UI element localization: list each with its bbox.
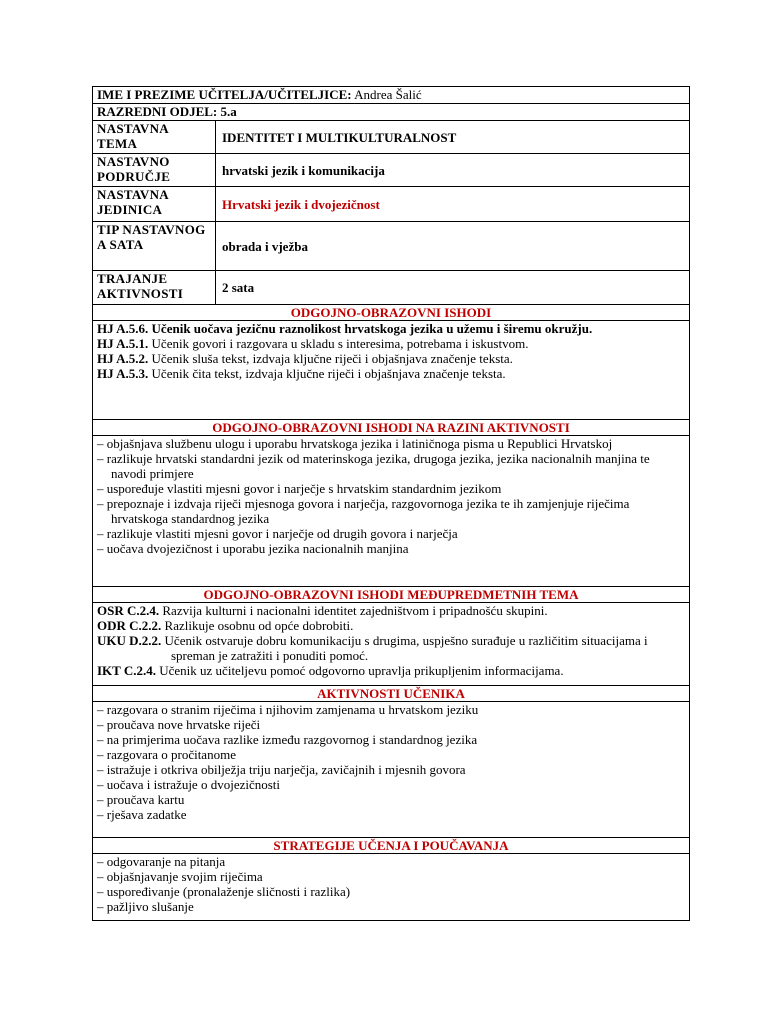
cross-curricular-row xyxy=(93,603,690,686)
field-row-podrucje xyxy=(93,154,690,187)
outcome-item xyxy=(97,351,685,366)
outcome-code: ODR C.2.2. xyxy=(97,618,162,633)
outcome-text: Učenik uočava jezičnu raznolikost hrvatskoga jezika u užemu i širemu okružju. xyxy=(151,321,593,336)
strategies-row xyxy=(93,854,690,921)
section-header-activity-outcomes xyxy=(93,420,690,436)
outcome-code: UKU D.2.2. xyxy=(97,633,162,648)
list-item: – objašnjavanje svojim riječima xyxy=(97,869,263,884)
outcome-code: HJ A.5.1. xyxy=(97,336,149,351)
list-item: – razlikuje vlastiti mjesni govor i narječje od drugih govora i narječja xyxy=(97,526,458,541)
field-row-tema xyxy=(93,121,690,154)
main-outcome xyxy=(97,321,685,336)
outcome-code: OSR C.2.4. xyxy=(97,603,160,618)
class-value: 5.a xyxy=(220,104,237,119)
outcomes-row xyxy=(93,321,690,420)
section-title: ODGOJNO-OBRAZOVNI ISHODI NA RAZINI AKTIVNOSTI xyxy=(93,420,690,436)
teacher-row xyxy=(93,87,690,104)
section-header-cross-curricular xyxy=(93,587,690,603)
class-label: RAZREDNI ODJEL: xyxy=(97,104,218,119)
outcome-code: HJ A.5.3. xyxy=(97,366,149,381)
outcome-item xyxy=(97,633,685,663)
field-row-trajanje xyxy=(93,271,690,305)
outcome-item xyxy=(97,663,685,678)
list-item: – prepoznaje i izdvaja riječi mjesnoga govora i narječja, razgovornoga jezika te ih zamjenjuje riječima hrvatskoga standardnog jezika xyxy=(97,496,630,526)
field-label: TRAJANJE AKTIVNOSTI xyxy=(93,271,216,305)
list-item: – uspoređuje vlastiti mjesni govor i narječje s hrvatskim standardnim jezikom xyxy=(97,481,502,496)
list-item: – uočava dvojezičnost i uporabu jezika nacionalnih manjina xyxy=(97,541,409,556)
outcome-code: IKT C.2.4. xyxy=(97,663,156,678)
list-item: – uočava i istražuje o dvojezičnosti xyxy=(97,777,281,792)
activity-outcomes-row xyxy=(93,436,690,587)
outcome-text: Učenik govori i razgovara u skladu s interesima, potrebama i iskustvom. xyxy=(151,336,529,351)
field-value: IDENTITET I MULTIKULTURALNOST xyxy=(216,121,690,154)
section-header-strategies xyxy=(93,838,690,854)
section-header-outcomes xyxy=(93,305,690,321)
outcome-text: Učenik uz učiteljevu pomoć odgovorno upravlja prikupljenim informacijama. xyxy=(159,663,564,678)
list-item: – rješava zadatke xyxy=(97,807,187,822)
outcome-text: Učenik ostvaruje dobru komunikaciju s drugima, uspješno surađuje u različitim situacijama i spreman je zatražiti i ponuditi pomoć. xyxy=(164,633,648,663)
lesson-plan xyxy=(92,86,689,921)
list-item: – pažljivo slušanje xyxy=(97,899,194,914)
lesson-plan-table xyxy=(92,86,690,921)
list-item: – uspoređivanje (pronalaženje sličnosti i razlika) xyxy=(97,884,351,899)
list-item: – razgovara o pročitanome xyxy=(97,747,236,762)
teacher-name: Andrea Šalić xyxy=(354,87,422,102)
list-item: – proučava kartu xyxy=(97,792,185,807)
teacher-label: IME I PREZIME UČITELJA/UČITELJICE: xyxy=(97,87,352,102)
section-header-student-activities xyxy=(93,686,690,702)
list-item: – proučava nove hrvatske riječi xyxy=(97,717,261,732)
outcome-item xyxy=(97,603,685,618)
field-label: NASTAVNO PODRUČJE xyxy=(93,154,216,187)
field-row-tip xyxy=(93,222,690,271)
list-item: – objašnjava službenu ulogu i uporabu hrvatskoga jezika i latiničnoga pisma u Republici Hrvatskoj xyxy=(97,436,613,451)
field-label: NASTAVNA JEDINICA xyxy=(93,187,216,222)
list-item: – na primjerima uočava razlike između razgovornog i standardnog jezika xyxy=(97,732,478,747)
outcome-text: Razlikuje osobnu od opće dobrobiti. xyxy=(164,618,354,633)
outcome-text: Razvija kulturni i nacionalni identitet zajedništvom i pripadnošću skupini. xyxy=(162,603,548,618)
field-label: NASTAVNA TEMA xyxy=(93,121,216,154)
outcome-item xyxy=(97,336,685,351)
section-title: ODGOJNO-OBRAZOVNI ISHODI xyxy=(93,305,690,321)
field-value: Hrvatski jezik i dvojezičnost xyxy=(216,187,690,222)
outcome-item xyxy=(97,366,685,381)
outcome-code: HJ A.5.6. xyxy=(97,321,149,336)
section-title: AKTIVNOSTI UČENIKA xyxy=(93,686,690,702)
section-title: ODGOJNO-OBRAZOVNI ISHODI MEĐUPREDMETNIH TEMA xyxy=(93,587,690,603)
list-item: – razlikuje hrvatski standardni jezik od materinskoga jezika, drugoga jezika, jezika nacionalnih manjina te navodi primjere xyxy=(97,451,650,481)
outcome-item xyxy=(97,618,685,633)
section-title: STRATEGIJE UČENJA I POUČAVANJA xyxy=(93,838,690,854)
outcome-text: Učenik sluša tekst, izdvaja ključne riječi i objašnjava značenje teksta. xyxy=(151,351,513,366)
list-item: – odgovaranje na pitanja xyxy=(97,854,226,869)
class-row xyxy=(93,104,690,121)
field-value: 2 sata xyxy=(216,271,690,305)
list-item: – razgovara o stranim riječima i njihovim zamjenama u hrvatskom jeziku xyxy=(97,702,479,717)
list-item: – istražuje i otkriva obilježja triju narječja, zavičajnih i mjesnih govora xyxy=(97,762,466,777)
outcome-text: Učenik čita tekst, izdvaja ključne riječi i objašnjava značenje teksta. xyxy=(151,366,506,381)
field-row-jedinica xyxy=(93,187,690,222)
field-value: hrvatski jezik i komunikacija xyxy=(216,154,690,187)
field-label: TIP NASTAVNOG A SATA xyxy=(93,222,216,271)
outcome-code: HJ A.5.2. xyxy=(97,351,149,366)
field-value: obrada i vježba xyxy=(216,222,690,271)
student-activities-row xyxy=(93,702,690,838)
